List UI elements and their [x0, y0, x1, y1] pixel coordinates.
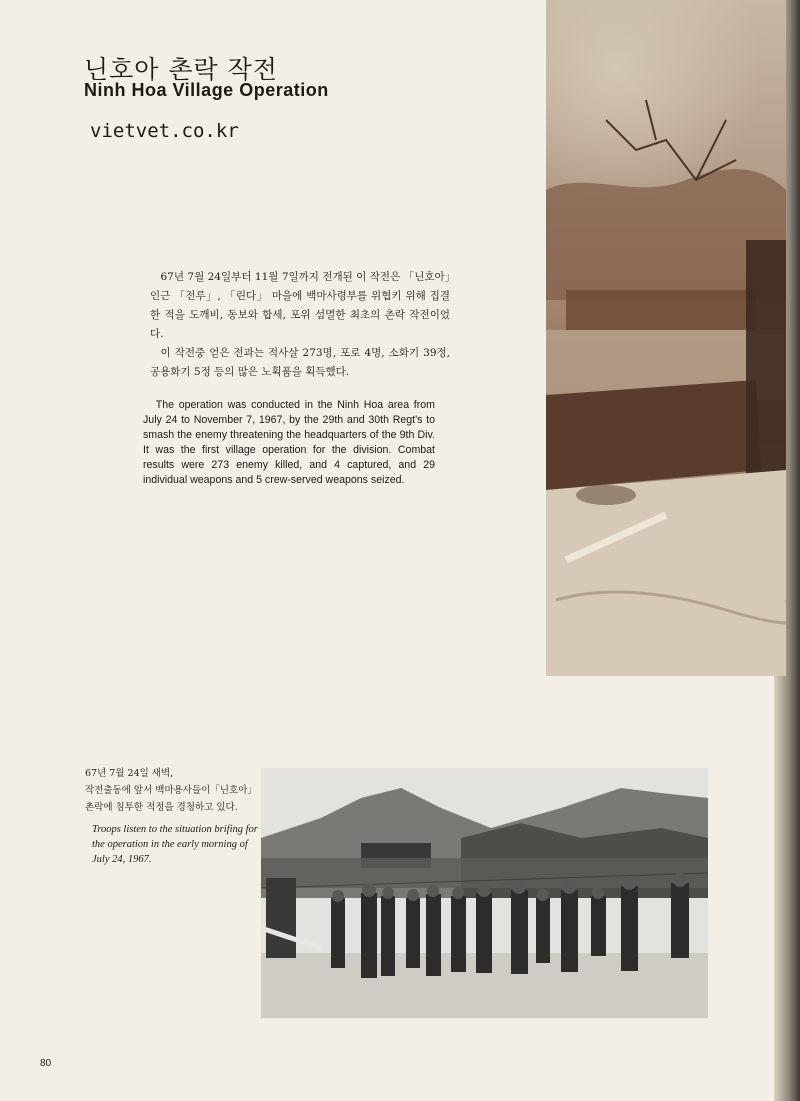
page-title-english: Ninh Hoa Village Operation [84, 80, 329, 100]
watermark-text: vietvet.co.kr [90, 120, 239, 142]
page-number: 80 [40, 1058, 52, 1069]
english-body-text: The operation was conducted in the Ninh Hoa area from July 24 to November 7, 1967, by the 29th and 30th Regt's to smash the enemy threatening the headquarters of the 9th Div. It was the first village operation for the division. Combat results were 273 enemy killed, and 4 captured, and 29 individual weapons and 5 crew-served weapons seized. [143, 399, 435, 486]
battle-photo-sepia-image [546, 0, 786, 676]
korean-body-text [150, 268, 450, 382]
caption-ko-line-3: 촌락에 침투한 적정을 경청하고 있다. [85, 802, 238, 813]
caption-ko-line-2: 작전출동에 앞서 백마용사들이「닌호아」 [85, 785, 257, 796]
korean-paragraph-1: 67년 7월 24일부터 11월 7일까지 전개된 이 작전은 「닌호아」인근 「전루」, 「린다」 마을에 백마사령부를 위협키 위해 집결한 적을 도깨비, 동보와 합세, 포위 섬멸한 최초의 촌락 작전이었다. [150, 271, 450, 340]
korean-paragraph-2: 이 작전중 얻은 전과는 적사살 273명, 포로 4명, 소화기 39정, 공용화기 5정 등의 많은 노획품을 획득했다. [150, 347, 450, 378]
photo-caption-korean [85, 765, 265, 816]
page-title-korean: 닌호아 촌락 작전 [84, 55, 278, 84]
troops-photo [261, 768, 708, 1018]
photo-caption-english: Troops listen to the situation brifing for the operation in the early morning of July 24, 1967. [92, 824, 258, 865]
battle-photo-sepia [546, 0, 786, 676]
caption-ko-line-1: 67년 7월 24일 새벽, [85, 768, 174, 779]
troops-photo-image [261, 768, 708, 1018]
